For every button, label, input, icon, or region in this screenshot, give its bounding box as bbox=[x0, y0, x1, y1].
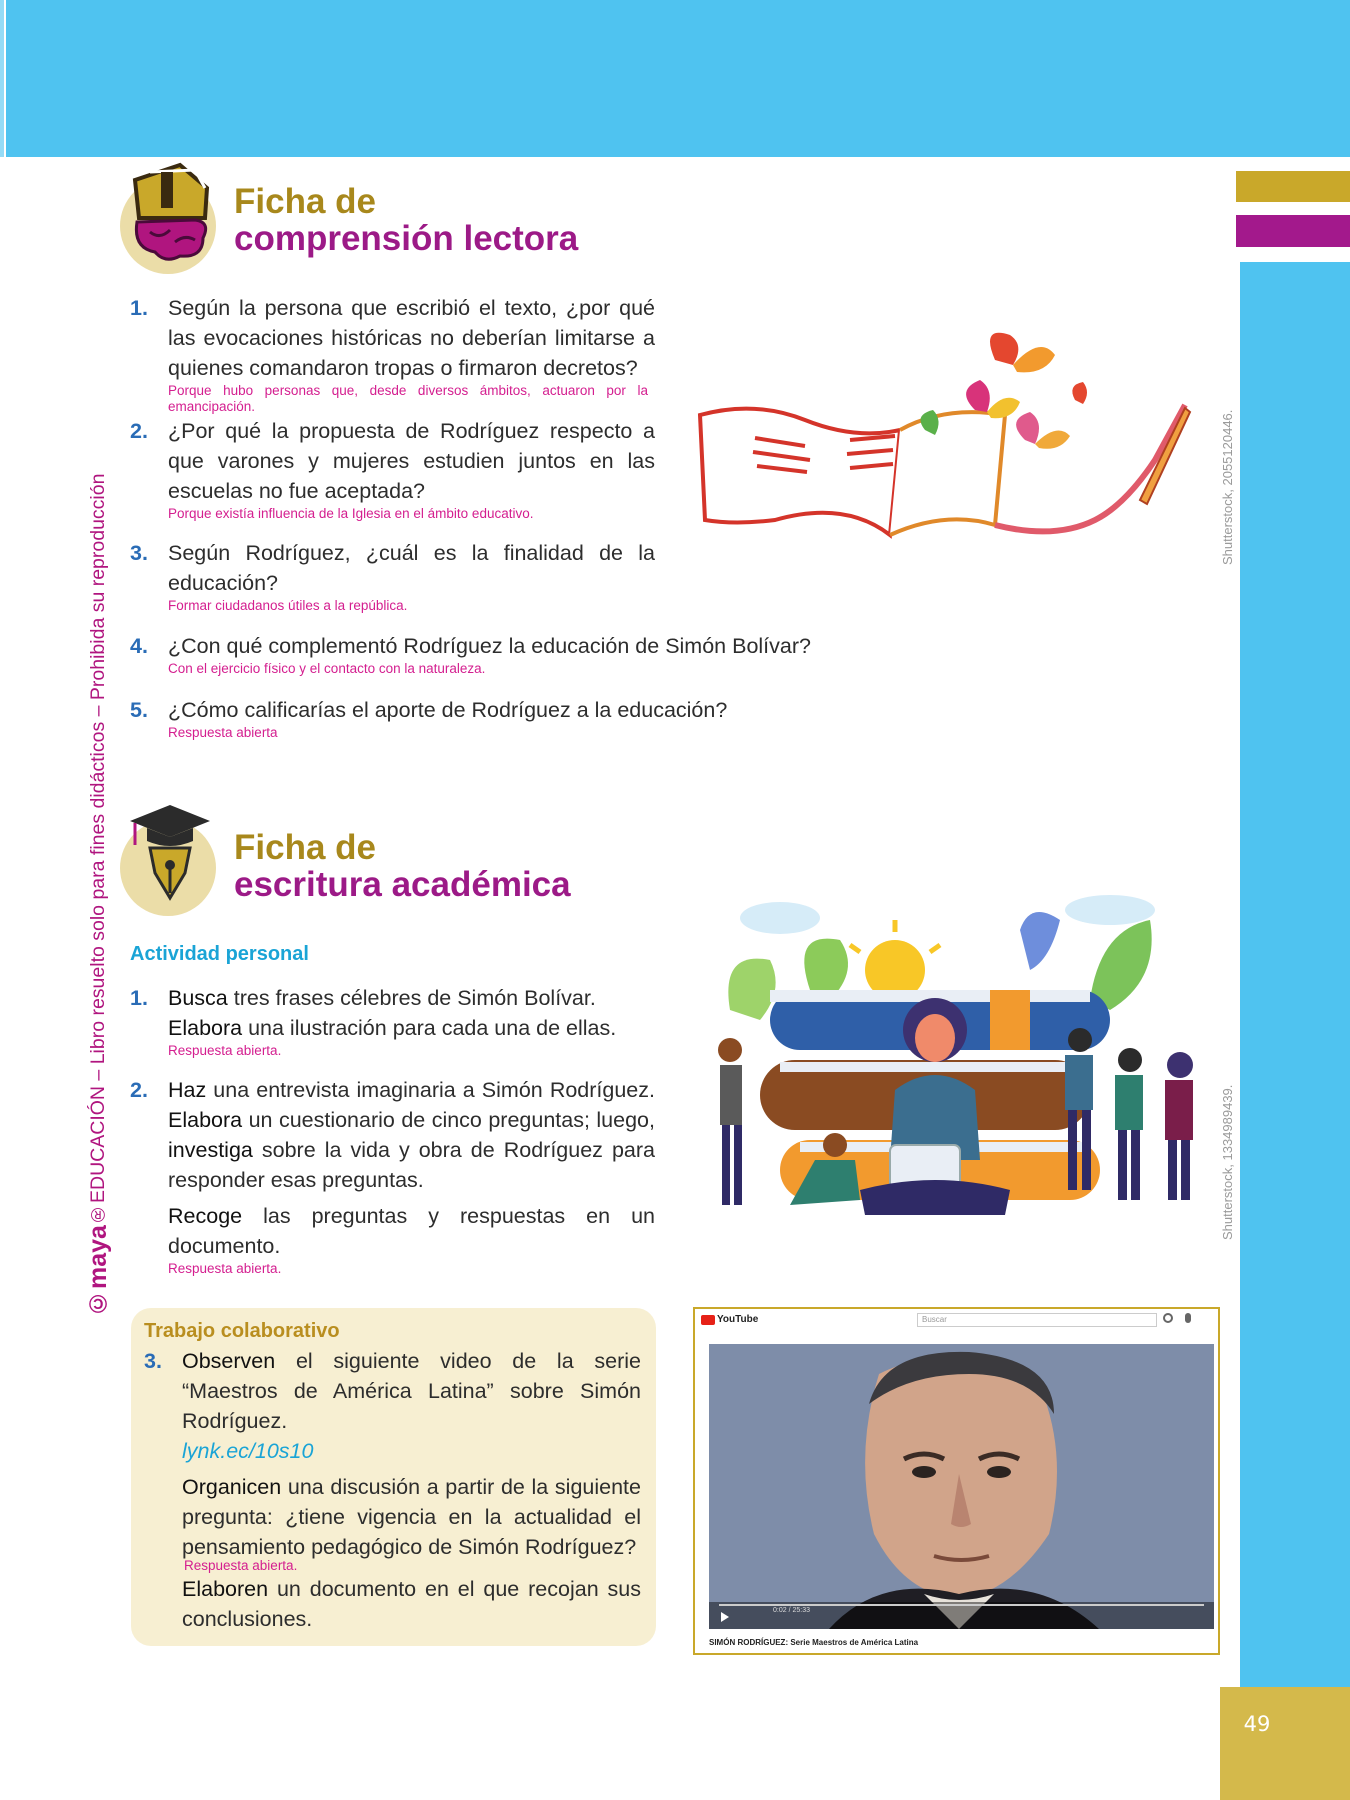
search-icon[interactable] bbox=[1163, 1313, 1173, 1323]
question-3 bbox=[130, 538, 655, 614]
activity-1 bbox=[130, 983, 655, 1059]
copyright-brand: ©maya bbox=[84, 1225, 112, 1317]
answer-text: Porque hubo personas que, desde diversos ámbitos, actuaron por la emancipación. bbox=[168, 383, 648, 414]
video-search-input[interactable]: Buscar bbox=[917, 1313, 1157, 1327]
question-text: Según la persona que escribió el texto, ¿por qué las evocaciones históricas no deberían limitarse a quienes comandaron tropas o firmaron decretos? bbox=[168, 296, 655, 380]
activity-text-part: una entrevista imaginaria a Simón Rodríguez. bbox=[206, 1078, 655, 1102]
video-link[interactable]: lynk.ec/10s10 bbox=[182, 1439, 314, 1463]
photo-credit-middle: Shutterstock, 1334989439. bbox=[1220, 1084, 1235, 1240]
action-verb: Observen bbox=[182, 1349, 276, 1373]
answer-text: Respuesta abierta. bbox=[184, 1558, 298, 1573]
gold-tab bbox=[1236, 171, 1350, 202]
section2-title-line2: escritura académica bbox=[234, 865, 571, 904]
activity-number: 1. bbox=[130, 986, 148, 1010]
magenta-tab bbox=[1236, 215, 1350, 247]
section1-title-line2: comprensión lectora bbox=[234, 219, 579, 258]
activity-text-part: las preguntas y respuestas en un documento. bbox=[168, 1204, 655, 1258]
youtube-logo-text: YouTube bbox=[717, 1314, 759, 1325]
activity-text-part: un cuestionario de cinco preguntas; luego, bbox=[242, 1108, 655, 1132]
activity-text-second bbox=[182, 1472, 641, 1562]
question-1 bbox=[130, 293, 655, 415]
copyright-notice bbox=[84, 473, 113, 1317]
header-band bbox=[6, 0, 1350, 157]
microphone-icon[interactable] bbox=[1185, 1313, 1191, 1323]
graduation-pen-icon bbox=[125, 803, 215, 903]
activity-text bbox=[182, 1346, 641, 1466]
activity-text-part: una discusión a partir de la siguiente pregunta: ¿tiene vigencia en la actualidad el pensamiento pedagógico de Simón Rodríguez? bbox=[182, 1475, 641, 1559]
question-2 bbox=[130, 416, 655, 522]
action-verb: Organicen bbox=[182, 1475, 282, 1499]
answer-text: Respuesta abierta. bbox=[168, 1043, 282, 1058]
section2-title-line1: Ficha de bbox=[234, 828, 376, 867]
answer-text: Formar ciudadanos útiles a la república. bbox=[168, 598, 408, 613]
header-edge bbox=[0, 0, 4, 157]
action-verb: Recoge bbox=[168, 1204, 243, 1228]
question-number: 3. bbox=[130, 541, 148, 565]
side-band bbox=[1240, 262, 1350, 1687]
activity-text-part: el siguiente video de la serie “Maestros de América Latina” sobre Simón Rodríguez. bbox=[182, 1349, 641, 1433]
activity-text-third bbox=[182, 1574, 641, 1634]
action-verb: Busca bbox=[168, 986, 228, 1010]
action-verb: investiga bbox=[168, 1138, 253, 1162]
video-screenshot bbox=[693, 1307, 1220, 1655]
question-text: Según Rodríguez, ¿cuál es la finalidad de la educación? bbox=[168, 541, 655, 595]
question-text: ¿Cómo calificarías el aporte de Rodríguez a la educación? bbox=[168, 698, 728, 722]
page-number-box bbox=[1220, 1687, 1350, 1800]
page-number: 49 bbox=[1243, 1712, 1271, 1736]
activity-text bbox=[168, 983, 655, 1043]
action-verb: Elabora bbox=[168, 1016, 243, 1040]
answer-text: Respuesta abierta bbox=[168, 725, 278, 740]
question-number: 5. bbox=[130, 698, 148, 722]
students-books-illustration bbox=[690, 890, 1220, 1240]
question-4 bbox=[130, 631, 850, 677]
collaborative-heading: Trabajo colaborativo bbox=[144, 1320, 340, 1342]
answer-text: Porque existía influencia de la Iglesia en el ámbito educativo. bbox=[168, 506, 534, 521]
action-verb: Elaboren bbox=[182, 1577, 269, 1601]
question-5 bbox=[130, 695, 850, 741]
youtube-logo-icon bbox=[701, 1315, 715, 1325]
copyright-text: ®EDUCACIÓN – Libro resuelto solo para fines didácticos – Prohibida su reproducción bbox=[87, 473, 109, 1226]
activity-number: 2. bbox=[130, 1078, 148, 1102]
question-number: 4. bbox=[130, 634, 148, 658]
activity-text-part: tres frases célebres de Simón Bolívar. bbox=[227, 986, 596, 1010]
action-verb: Haz bbox=[168, 1078, 207, 1102]
video-caption: SIMÓN RODRÍGUEZ: Serie Maestros de América Latina bbox=[709, 1638, 919, 1647]
personal-activity-heading: Actividad personal bbox=[130, 943, 309, 965]
activity-text-part: un documento en el que recojan sus conclusiones. bbox=[182, 1577, 641, 1631]
collaborative-activity bbox=[144, 1346, 641, 1634]
activity-2 bbox=[130, 1075, 655, 1277]
section1-title-line1: Ficha de bbox=[234, 182, 376, 221]
activity-number: 3. bbox=[144, 1349, 162, 1373]
simon-rodriguez-portrait bbox=[709, 1344, 1214, 1629]
photo-credit-top: Shutterstock, 2055120446. bbox=[1220, 409, 1235, 565]
book-brain-icon bbox=[125, 160, 215, 268]
activity-text-part: sobre la vida y obra de Rodríguez para responder esas preguntas. bbox=[168, 1138, 655, 1192]
book-butterflies-illustration bbox=[695, 320, 1195, 550]
question-text: ¿Por qué la propuesta de Rodríguez respecto a que varones y mujeres estudien juntos en las escuelas no fue aceptada? bbox=[168, 419, 655, 503]
question-number: 2. bbox=[130, 419, 148, 443]
activity-text-second bbox=[168, 1201, 655, 1261]
answer-text: Respuesta abierta. bbox=[168, 1261, 282, 1276]
action-verb: Elabora bbox=[168, 1108, 243, 1132]
question-number: 1. bbox=[130, 296, 148, 320]
activity-text-part: una ilustración para cada una de ellas. bbox=[242, 1016, 617, 1040]
activity-text bbox=[168, 1075, 655, 1195]
video-time: 0:02 / 25:33 bbox=[773, 1607, 810, 1614]
question-text: ¿Con qué complementó Rodríguez la educación de Simón Bolívar? bbox=[168, 634, 811, 658]
answer-text: Con el ejercicio físico y el contacto con la naturaleza. bbox=[168, 661, 486, 676]
